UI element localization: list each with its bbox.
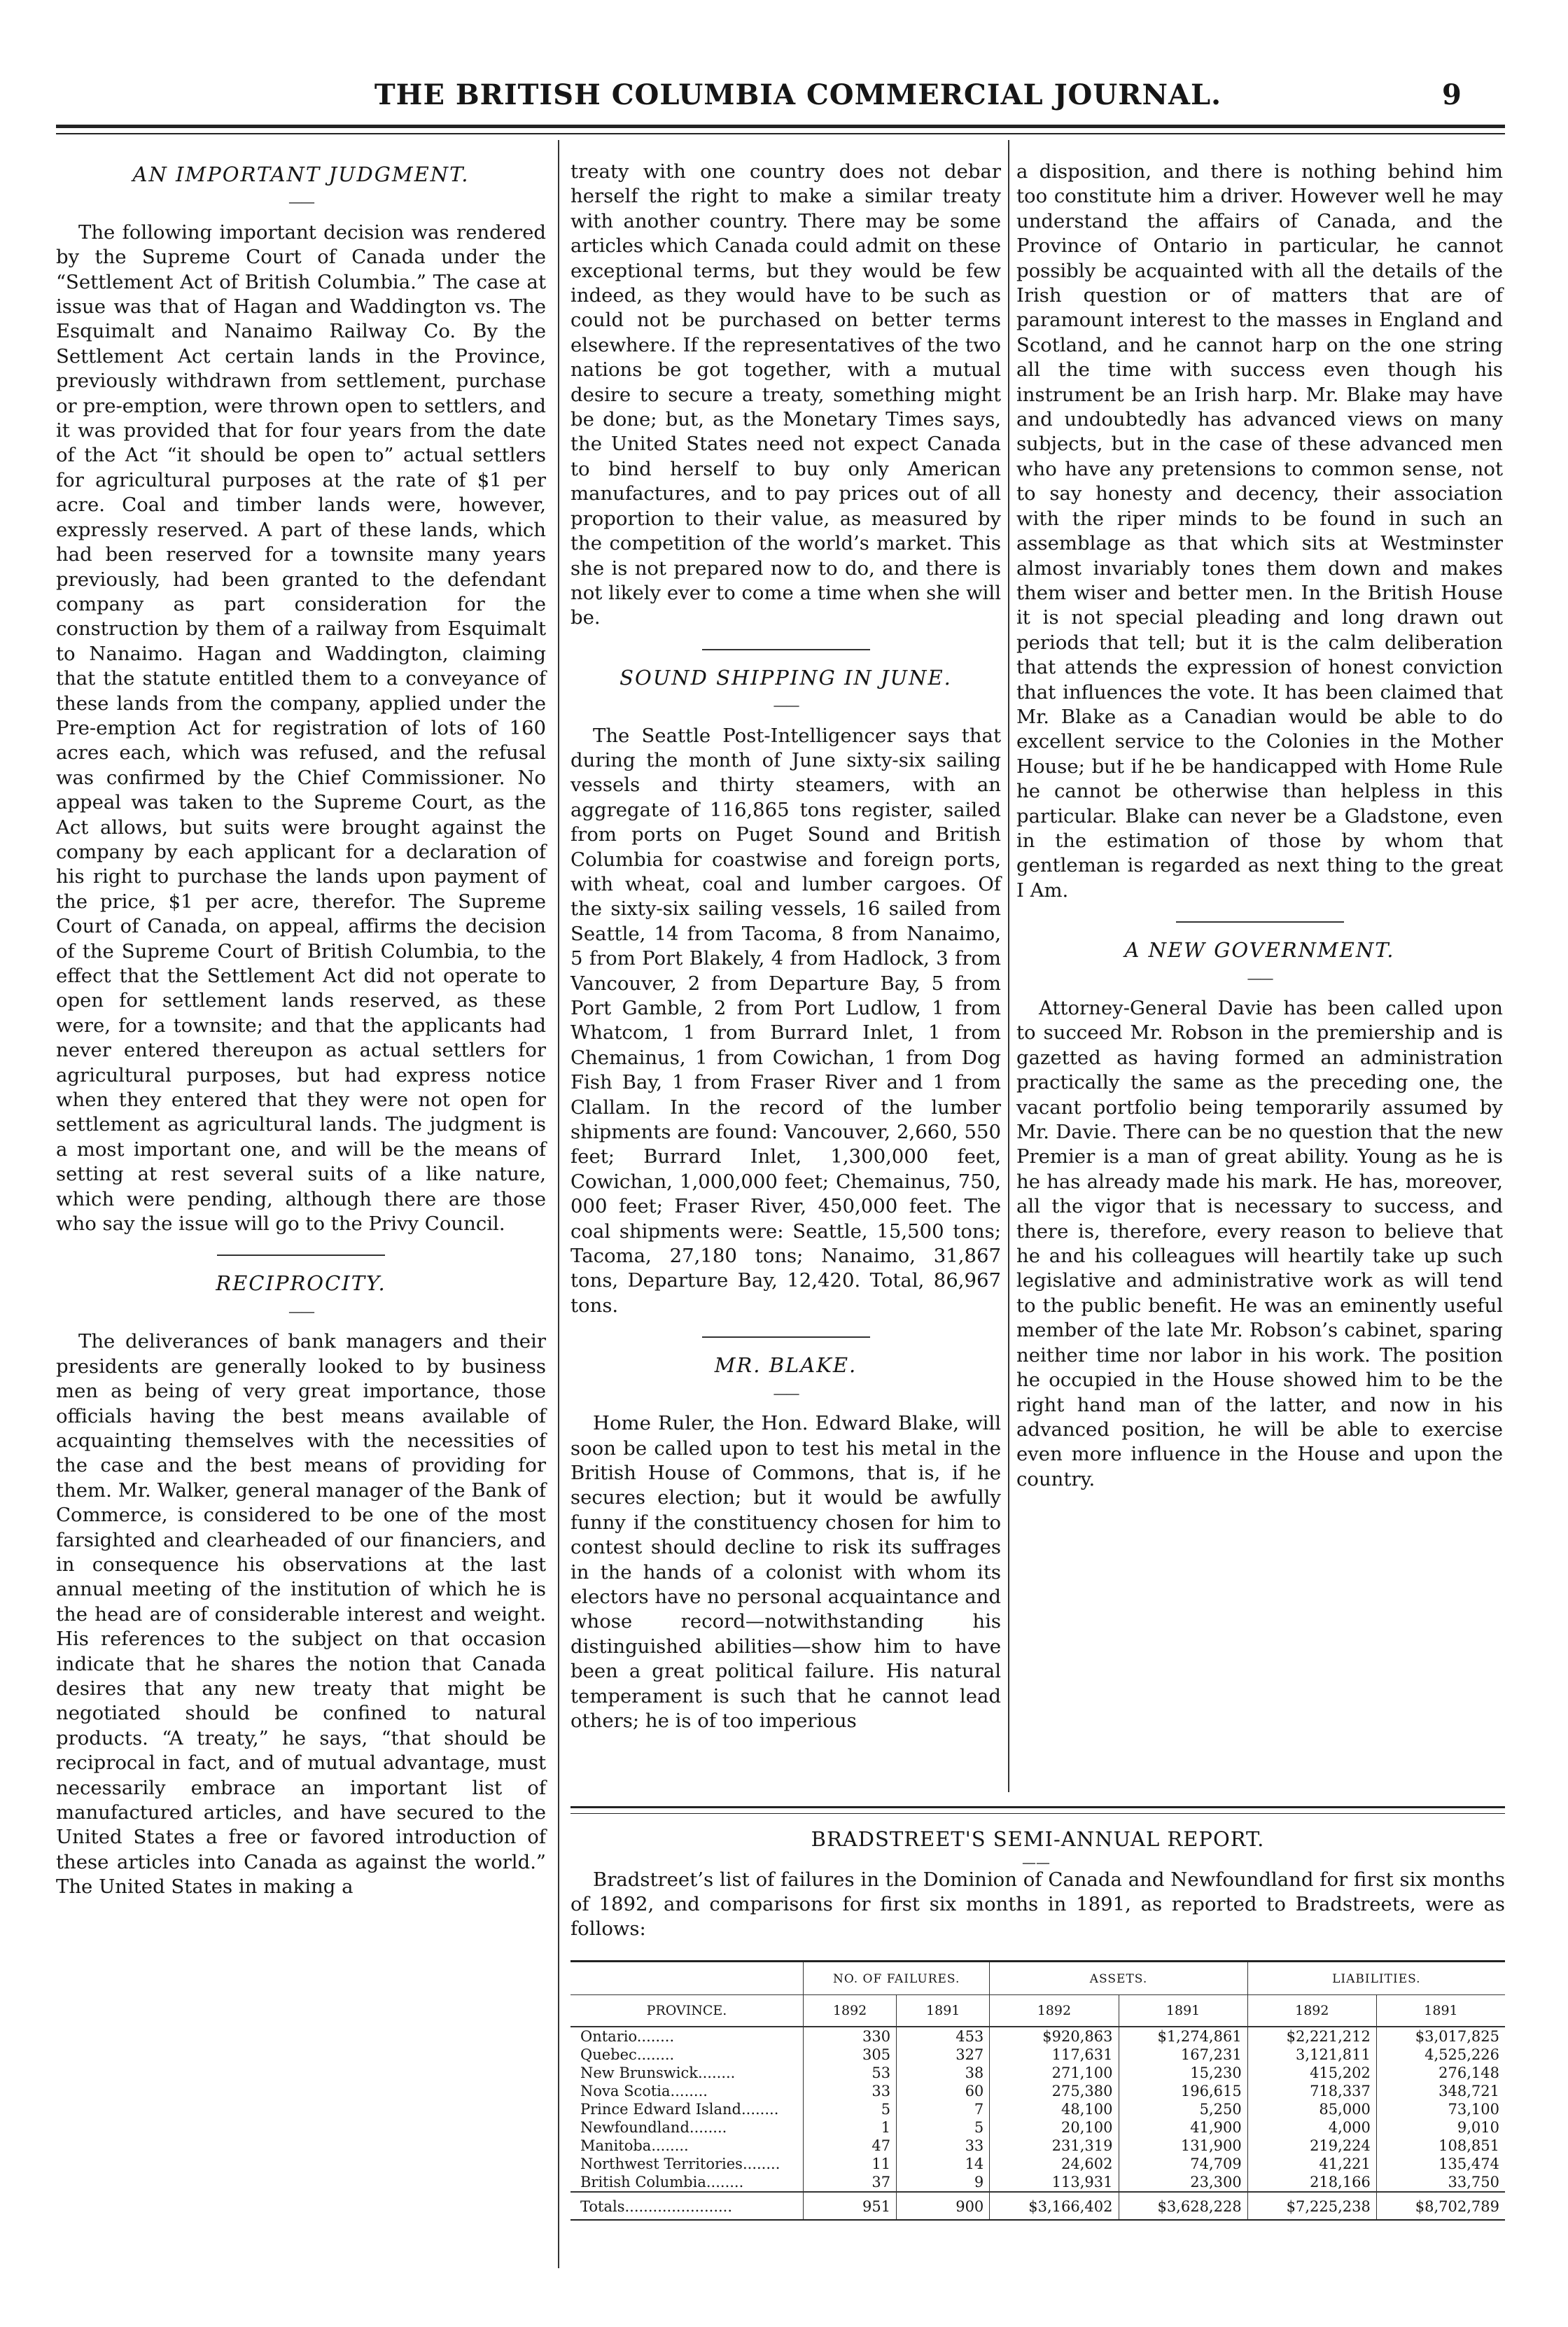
table-cell: 718,337 (1247, 2082, 1376, 2100)
table-cell: 3,121,811 (1247, 2046, 1376, 2064)
sound-shipping-paragraph: The Seattle Post-Intelligencer says that during the month of June sixty-six sailing vessels and thirty steamers, with an aggregate of 116,865 tons register, sailed from ports on Puget Sound and British Columbia for coastwise and foreign ports, with wheat, coal and lumber cargoes. Of the sixty-six sailing vessels, 16 sailed from Seattle, 14 from Tacoma, 8 from Nanaimo, 5 from Port Blakely, 4 from Hadlock, 3 from Vancouver, 2 from Departure Bay, 5 from Port Gamble, 2 from Port Ludlow, 1 from Whatcom, 1 from Burrard Inlet, 1 from Chemainus, 1 from Cowichan, 1 from Dog Fish Bay, 1 from Fraser River and 1 from Clallam. In the record of the lumber shipments are found: Vancouver, 2,660, 550 feet; Burrard Inlet, 1,300,000 feet, Cowichan, 1,000,000 feet; Chemainus, 750, 000 feet; Fraser River, 450,000 feet. The coal shipments were: Seattle, 15,500 tons; Tacoma, 27,180 tons; Nanaimo, 31,867 tons, Departure Bay, 12,420. Total, 86,967 tons. (570, 724, 1001, 1317)
table-cell: 7 (897, 2100, 990, 2118)
table-cell: 275,380 (990, 2082, 1119, 2100)
reciprocity-paragraph: The deliverances of bank managers and their presidents are generally looked to by business men as being of very great importance, those officials having the best means available of acquainting themselves with the necessities of the case and the best means of providing for them. Mr. Walker, general manager of the Bank of Commerce, is considered to be one of the most farsighted and clearheaded of our financiers, and in consequence his observations at the last annual meeting of the institution of which he is the head are of considerable interest and weight. His references to the subject on that occasion indicate that he shares the notion that Canada desires that any new treaty that might be negotiated should be confined to natural products. “A treaty,” he says, “that should be reciprocal in fact, and of mutual advantage, must necessarily embrace an important list of manufactured articles, and have secured to the United States a free or favored introduction of these articles into Canada as against the world.” The United States in making a (56, 1330, 546, 1899)
table-cell: $7,225,238 (1247, 2192, 1376, 2220)
table-cell: $920,863 (990, 2027, 1119, 2046)
table-cell: 74,709 (1119, 2155, 1247, 2173)
column-divider-right (1008, 140, 1009, 1792)
section-rule (702, 649, 870, 650)
table-cell: 131,900 (1119, 2137, 1247, 2155)
table-cell: 24,602 (990, 2155, 1119, 2173)
failures-table (570, 1960, 1505, 2221)
table-corner (570, 1962, 804, 1995)
column-two (570, 160, 1001, 1733)
table-group-header-row (570, 1962, 1505, 1995)
table-cell: 23,300 (1119, 2173, 1247, 2192)
liabilities-group-header: LIABILITIES. (1247, 1962, 1505, 1995)
column-one (56, 160, 546, 1900)
table-cell: 33,750 (1376, 2173, 1505, 2192)
mr-blake-continued: a disposition, and there is nothing behind him too constitute him a driver. However well he may understand the affairs of Canada, and the Province of Ontario in particular, he cannot possibly be acquainted with all the details of the Irish question or of matters that are of paramount interest to the masses in England and Scotland, and he cannot harp on the one string all the time with success even though his instrument be an Irish harp. Mr. Blake may have and undoubtedly has advanced views on many subjects, but in the case of these advanced men who have any pretensions to common sense, not to say honesty and decency, their association with the riper minds to be found in such an assemblage as that which sits at Westminster almost invariably tones them down and makes them wiser and better men. In the British House it is not special pleading and long drawn out periods that tell; but it is the calm deliberation that attends the expression of honest conviction that influences the vote. It has been claimed that Mr. Blake as a Canadian would be able to do excellent service to the Colonies in the Mother House; but if he be handicapped with Home Rule he cannot be otherwise than helpless in this particular. Blake can never be a Gladstone, even in the estimation of those by whom that gentleman is regarded as next thing to the great I Am. (1016, 160, 1503, 902)
judgment-paragraph: The following important decision was rendered by the Supreme Court of Canada under the “Settlement Act of British Columbia.” The case at issue was that of Hagan and Waddington vs. The Esquimalt and Nanaimo Railway Co. By the Settlement Act certain lands in the Province, previously withdrawn from settlement, purchase or pre-emption, were thrown open to settlers, and it was provided that for four years from the date of the Act “it should be open to” actual settlers for agricultural purposes at the rate of $1 per acre. Coal and timber lands were, however, expressly reserved. A part of these lands, which had been reserved for a townsite many years previously, had been granted to the defendant company as part consideration for the construction by them of a railway from Esquimalt to Nanaimo. Hagan and Waddington, claiming that the statute entitled them to a conveyance of these lands from the company, applied under the Pre-emption Act for registration of lots of 160 acres each, which was refused, and the refusal was confirmed by the Chief Commissioner. No appeal was taken to the Supreme Court, as the Act allows, but suits were brought against the company by each applicant for a declaration of his right to purchase the lands upon payment of the price, $1 per acre, therefor. The Supreme Court of Canada, on appeal, affirms the decision of the Supreme Court of British Columbia, to the effect that the Settlement Act did not operate to open for settlement lands reserved, as these were, for a townsite; and that the applicants had never entered thereupon as actual settlers for agricultural purposes, but had express notice when they entered that they were not open for settlement as agricultural lands. The judgment is a most important one, and will be the means of setting at rest several suits of a like nature, which were pending, although there are those who say the issue will go to the Privy Council. (56, 221, 546, 1236)
table-row (570, 2173, 1505, 2192)
table-cell: 11 (804, 2155, 897, 2173)
bradstreet-rule-thin (570, 1813, 1505, 1814)
table-cell: 231,319 (990, 2137, 1119, 2155)
table-cell: 38 (897, 2064, 990, 2082)
table-cell: $8,702,789 (1376, 2192, 1505, 2220)
table-cell: 327 (897, 2046, 990, 2064)
table-cell: 951 (804, 2192, 897, 2220)
table-cell: 20,100 (990, 2118, 1119, 2137)
heading-dash: —— (288, 193, 314, 211)
table-cell: 330 (804, 2027, 897, 2046)
year-header: 1892 (990, 1995, 1119, 2027)
table-cell: 9,010 (1376, 2118, 1505, 2137)
year-header: 1891 (1376, 1995, 1505, 2027)
province-cell: Manitoba........ (580, 2137, 689, 2154)
heading-dash: —— (773, 697, 799, 714)
table-row (570, 2027, 1505, 2046)
table-cell: 14 (897, 2155, 990, 2173)
table-cell: 113,931 (990, 2173, 1119, 2192)
mr-blake-paragraph: Home Ruler, the Hon. Edward Blake, will soon be called upon to test his metal in the British House of Commons, that is, if he secures election; but it would be awfully funny if the constituency chosen for him to contest should decline to risk its suffrages in the hands of a colonist with whom its electors have no personal acquaintance and whose record—notwithstanding his distinguished abilities—show him to have been a great political failure. His natural temperament is such that he cannot lead others; he is of too imperious (570, 1412, 1001, 1732)
failures-group-header: NO. OF FAILURES. (804, 1962, 990, 1995)
table-cell: $2,221,212 (1247, 2027, 1376, 2046)
heading-dash: —— (1247, 969, 1273, 986)
table-cell: 117,631 (990, 2046, 1119, 2064)
table-cell: 85,000 (1247, 2100, 1376, 2118)
table-cell: 33 (897, 2137, 990, 2155)
heading-dash: —— (1022, 1854, 1050, 1871)
reciprocity-continued: treaty with one country does not debar herself the right to make a similar treaty with another country. There may be some articles which Canada could admit on these exceptional terms, but they would be few indeed, as they would have to be such as could not be purchased on better terms elsewhere. If the representatives of the two nations be got together, with a mutual desire to secure a treaty, something might be done; but, as the Monetary Times says, the United States need not expect Canada to bind herself to buy only American manufactures, and to pay prices out of all proportion to their value, as measured by the competition of the world’s market. This she is not prepared now to do, and there is not likely ever to come a time when she will be. (570, 160, 1001, 629)
table-cell: 1 (804, 2118, 897, 2137)
new-government-paragraph: Attorney-General Davie has been called upon to succeed Mr. Robson in the premiership and is gazetted as having formed an administration practically the same as the preceding one, the vacant portfolio being temporarily assumed by Mr. Davie. There can be no question that the new Premier is a man of great ability. Young as he is he has already made his mark. He has, moreover, all the vigor that is necessary to success, and there is, therefore, every reason to believe that he and his colleagues will heartily take up such legislative and administrative work as will tend to the public benefit. He was an eminently useful member of the late Mr. Robson’s cabinet, sparing neither time nor labor in his work. The position he occupied in the House showed him to be the right hand man of the latter, and now in his advanced position, he will be able to exercise even more influence in the House and upon the country. (1016, 997, 1503, 1490)
table-year-header-row (570, 1995, 1505, 2027)
table-cell: 453 (897, 2027, 990, 2046)
bradstreet-heading: BRADSTREET'S SEMI-ANNUAL REPORT. (811, 1827, 1265, 1851)
year-header: 1891 (1119, 1995, 1247, 2027)
column-three (1016, 160, 1503, 1492)
table-row (570, 2082, 1505, 2100)
table-cell: 41,900 (1119, 2118, 1247, 2137)
totals-label: Totals....................... (570, 2192, 804, 2220)
mr-blake-heading: MR. BLAKE. (714, 1353, 858, 1378)
bradstreet-rule-thick (570, 1806, 1505, 1808)
province-cell: Prince Edward Island........ (580, 2101, 779, 2118)
table-totals-row (570, 2192, 1505, 2220)
table-cell: 73,100 (1376, 2100, 1505, 2118)
bradstreet-intro: Bradstreet’s list of failures in the Dominion of Canada and Newfoundland for first six months of 1892, and comparisons for first six months in 1891, as reported to Bradstreets, were as follows: (570, 1868, 1505, 1940)
year-header: 1892 (1247, 1995, 1376, 2027)
header-rule-thin (56, 133, 1505, 134)
table-cell: 53 (804, 2064, 897, 2082)
province-cell: British Columbia........ (580, 2174, 744, 2190)
table-cell: 218,166 (1247, 2173, 1376, 2192)
table-cell: 167,231 (1119, 2046, 1247, 2064)
province-cell: Newfoundland........ (580, 2119, 727, 2136)
province-cell: New Brunswick........ (580, 2064, 736, 2081)
table-cell: 5 (804, 2100, 897, 2118)
year-header: 1891 (897, 1995, 990, 2027)
table-cell: 15,230 (1119, 2064, 1247, 2082)
province-header: PROVINCE. (570, 1995, 804, 2027)
header-rule-thick (56, 125, 1505, 128)
province-cell: Northwest Territories........ (580, 2155, 780, 2172)
table-row (570, 2155, 1505, 2173)
table-cell: 219,224 (1247, 2137, 1376, 2155)
heading-dash: —— (288, 1302, 314, 1320)
table-row (570, 2100, 1505, 2118)
table-cell: 37 (804, 2173, 897, 2192)
table-cell: 108,851 (1376, 2137, 1505, 2155)
table-cell: 47 (804, 2137, 897, 2155)
table-cell: 415,202 (1247, 2064, 1376, 2082)
table-cell: 48,100 (990, 2100, 1119, 2118)
section-rule (217, 1255, 385, 1256)
heading-dash: —— (773, 1384, 799, 1402)
column-divider-left (558, 140, 559, 2268)
reciprocity-heading: RECIPROCITY. (216, 1271, 386, 1296)
table-row (570, 2064, 1505, 2082)
province-cell: Ontario........ (580, 2028, 675, 2045)
table-cell: 271,100 (990, 2064, 1119, 2082)
table-cell: 5 (897, 2118, 990, 2137)
table-cell: 135,474 (1376, 2155, 1505, 2173)
table-cell: 33 (804, 2082, 897, 2100)
table-cell: 900 (897, 2192, 990, 2220)
assets-group-header: ASSETS. (990, 1962, 1247, 1995)
table-cell: 60 (897, 2082, 990, 2100)
table-cell: 4,000 (1247, 2118, 1376, 2137)
table-cell: $3,017,825 (1376, 2027, 1505, 2046)
table-cell: $1,274,861 (1119, 2027, 1247, 2046)
page-number: 9 (1442, 78, 1462, 111)
table-cell: 9 (897, 2173, 990, 2192)
judgment-heading: AN IMPORTANT JUDGMENT. (132, 162, 470, 186)
new-government-heading: A NEW GOVERNMENT. (1124, 938, 1395, 963)
table-cell: 196,615 (1119, 2082, 1247, 2100)
province-cell: Quebec........ (580, 2046, 675, 2063)
bradstreet-intro-block (570, 1868, 1505, 1941)
table-cell: 41,221 (1247, 2155, 1376, 2173)
table-cell: $3,628,228 (1119, 2192, 1247, 2220)
table-cell: 5,250 (1119, 2100, 1247, 2118)
table-cell: 4,525,226 (1376, 2046, 1505, 2064)
table-cell: 305 (804, 2046, 897, 2064)
table-body (570, 2027, 1505, 2192)
section-rule (1176, 921, 1344, 923)
table-cell: $3,166,402 (990, 2192, 1119, 2220)
section-rule (702, 1336, 870, 1338)
table-row (570, 2118, 1505, 2137)
table-cell: 276,148 (1376, 2064, 1505, 2082)
table-row (570, 2137, 1505, 2155)
sound-shipping-heading: SOUND SHIPPING IN JUNE. (620, 665, 952, 690)
table-cell: 348,721 (1376, 2082, 1505, 2100)
province-cell: Nova Scotia........ (580, 2083, 708, 2099)
running-title: THE BRITISH COLUMBIA COMMERCIAL JOURNAL. (374, 78, 1222, 111)
table-row (570, 2046, 1505, 2064)
year-header: 1892 (804, 1995, 897, 2027)
